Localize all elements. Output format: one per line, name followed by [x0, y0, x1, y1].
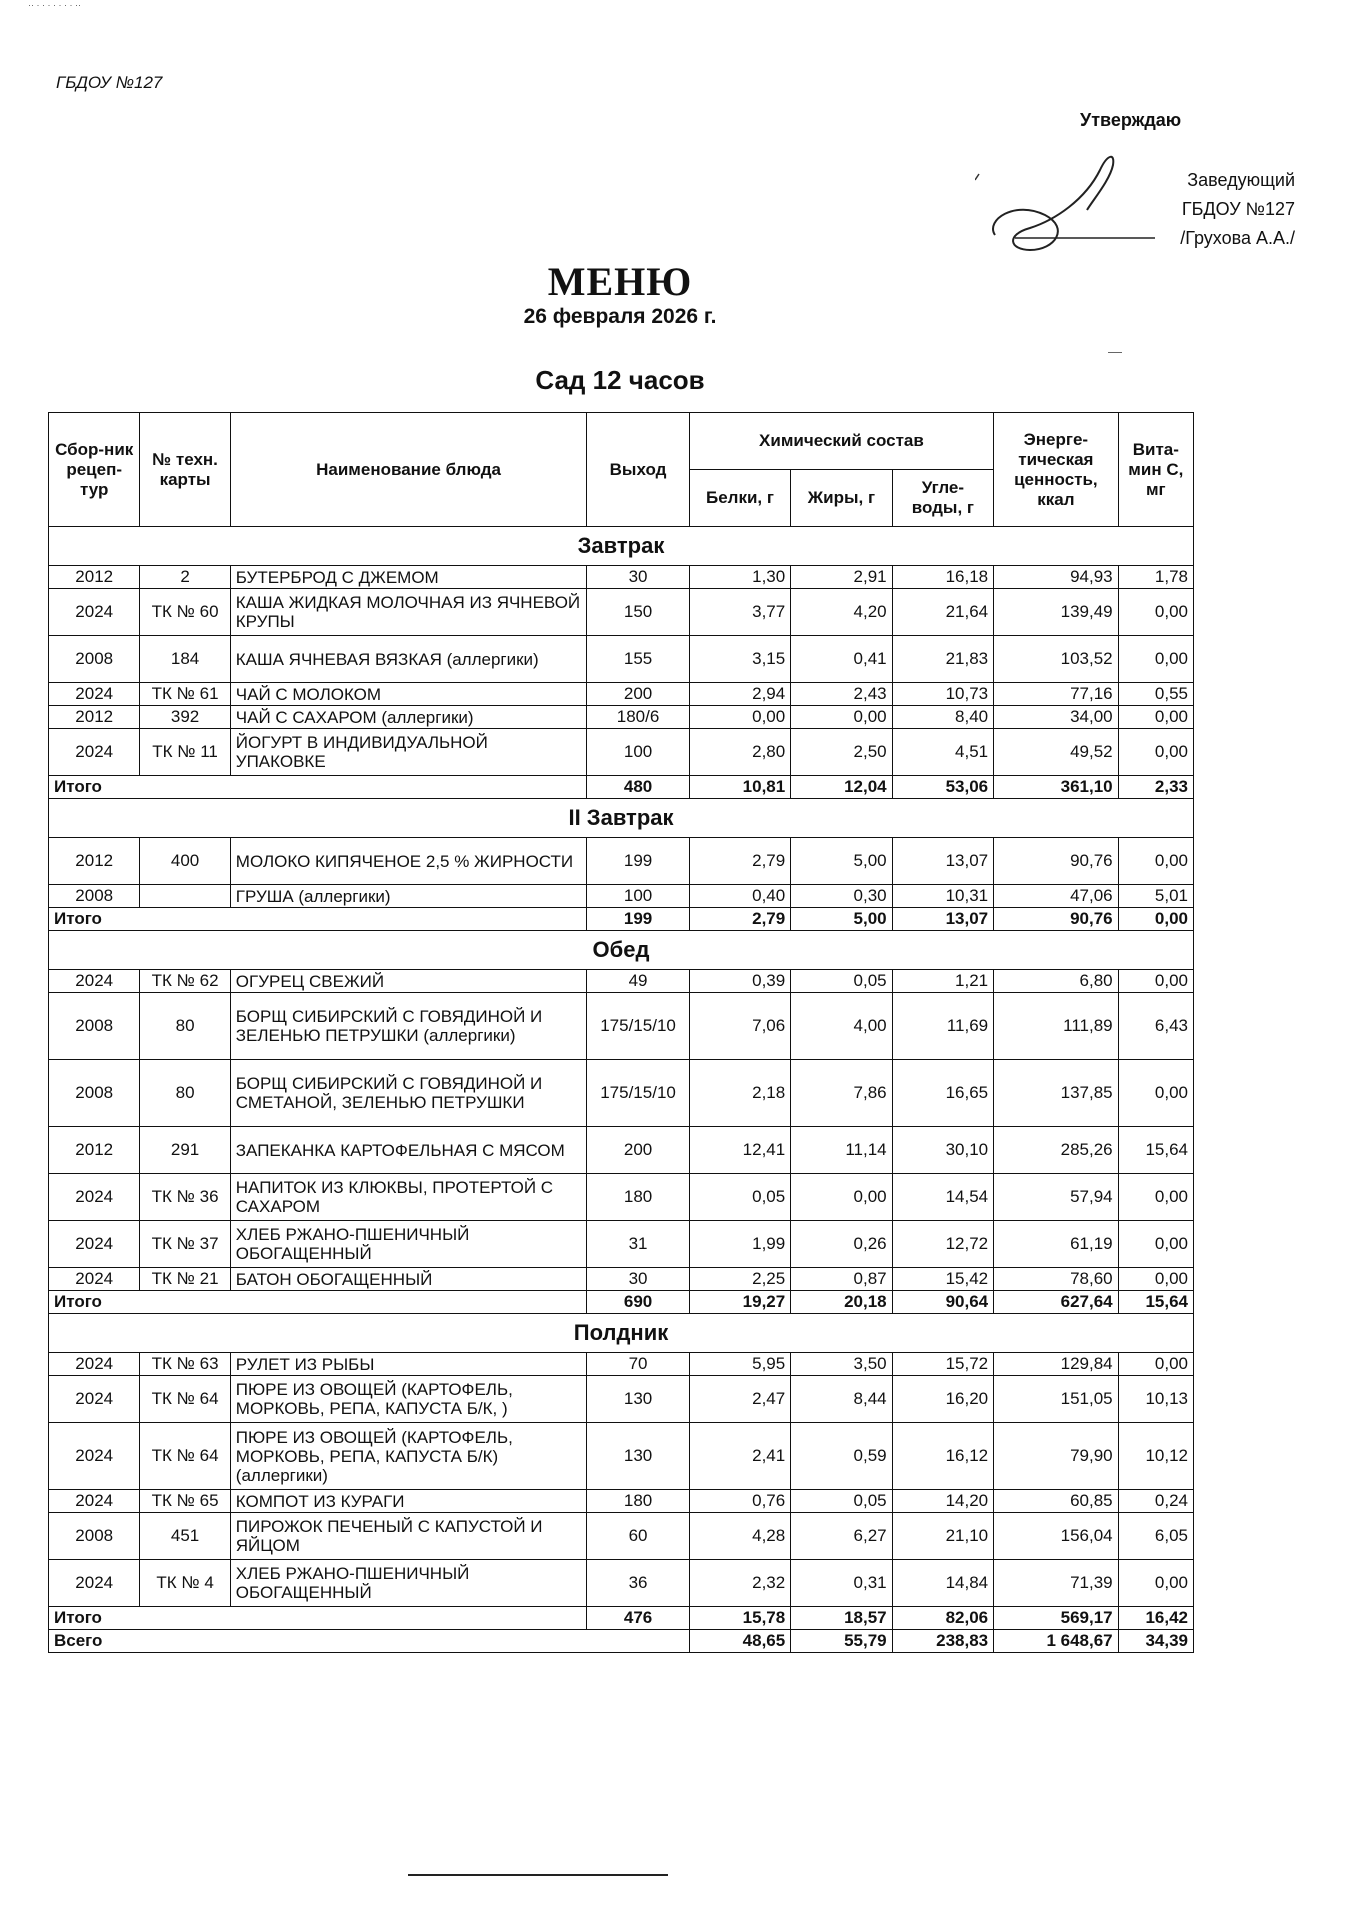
- fat-value: 6,27: [791, 1513, 892, 1560]
- total-label: Итого: [49, 1607, 587, 1630]
- portion-output: 175/15/10: [587, 993, 689, 1060]
- carbs-value: 8,40: [892, 706, 993, 729]
- portion-output: 199: [587, 838, 689, 885]
- fat-value: 2,50: [791, 729, 892, 776]
- carbs-value: 21,64: [892, 589, 993, 636]
- total-vitc: 15,64: [1118, 1291, 1193, 1314]
- portion-output: 155: [587, 636, 689, 683]
- tech-card: ТК № 37: [140, 1221, 230, 1268]
- total-label: Итого: [49, 776, 587, 799]
- tech-card: ТК № 21: [140, 1268, 230, 1291]
- vitc-value: 10,13: [1118, 1376, 1193, 1423]
- portion-output: 100: [587, 729, 689, 776]
- menu-body: [49, 527, 1194, 1653]
- section-title: Обед: [49, 931, 1194, 970]
- grand-total-protein: 48,65: [689, 1630, 790, 1653]
- carbs-value: 15,42: [892, 1268, 993, 1291]
- carbs-value: 13,07: [892, 838, 993, 885]
- dish-name: ЧАЙ С МОЛОКОМ: [230, 683, 587, 706]
- table-row: [49, 636, 1194, 683]
- grand-total-fat: 55,79: [791, 1630, 892, 1653]
- group-label: Сад 12 часов: [535, 365, 705, 395]
- protein-value: 2,32: [689, 1560, 790, 1607]
- carbs-value: 4,51: [892, 729, 993, 776]
- energy-value: 71,39: [994, 1560, 1119, 1607]
- organization-label: ГБДОУ №127: [56, 73, 163, 92]
- col-energy: Энерге-тическая ценность, ккал: [994, 413, 1119, 527]
- table-row: [49, 993, 1194, 1060]
- recipe-year: 2024: [49, 970, 140, 993]
- total-label: Итого: [49, 1291, 587, 1314]
- carbs-value: 14,54: [892, 1174, 993, 1221]
- dish-name: БОРЩ СИБИРСКИЙ С ГОВЯДИНОЙ И ЗЕЛЕНЬЮ ПЕТРУШКИ (аллергики): [230, 993, 587, 1060]
- protein-value: 2,41: [689, 1423, 790, 1490]
- portion-output: 60: [587, 1513, 689, 1560]
- fat-value: 4,00: [791, 993, 892, 1060]
- carbs-value: 12,72: [892, 1221, 993, 1268]
- portion-output: 200: [587, 683, 689, 706]
- dish-name: ЗАПЕКАНКА КАРТОФЕЛЬНАЯ С МЯСОМ: [230, 1127, 587, 1174]
- portion-output: 180/6: [587, 706, 689, 729]
- total-energy: 569,17: [994, 1607, 1119, 1630]
- protein-value: 0,00: [689, 706, 790, 729]
- section-title: Полдник: [49, 1314, 1194, 1353]
- fat-value: 0,59: [791, 1423, 892, 1490]
- energy-value: 129,84: [994, 1353, 1119, 1376]
- total-fat: 5,00: [791, 908, 892, 931]
- table-row: [49, 1490, 1194, 1513]
- fat-value: 0,87: [791, 1268, 892, 1291]
- tech-card: ТК № 4: [140, 1560, 230, 1607]
- section-title: Завтрак: [49, 527, 1194, 566]
- energy-value: 111,89: [994, 993, 1119, 1060]
- fat-value: 3,50: [791, 1353, 892, 1376]
- dish-name: НАПИТОК ИЗ КЛЮКВЫ, ПРОТЕРТОЙ С САХАРОМ: [230, 1174, 587, 1221]
- dish-name: ПИРОЖОК ПЕЧЕНЫЙ С КАПУСТОЙ И ЯЙЦОМ: [230, 1513, 587, 1560]
- portion-output: 36: [587, 1560, 689, 1607]
- portion-output: 180: [587, 1174, 689, 1221]
- vitc-value: 6,43: [1118, 993, 1193, 1060]
- tech-card: ТК № 62: [140, 970, 230, 993]
- dish-name: БОРЩ СИБИРСКИЙ С ГОВЯДИНОЙ И СМЕТАНОЙ, ЗЕЛЕНЬЮ ПЕТРУШКИ: [230, 1060, 587, 1127]
- total-row: [49, 908, 1194, 931]
- grand-total-vitc: 34,39: [1118, 1630, 1193, 1653]
- recipe-year: 2024: [49, 1490, 140, 1513]
- section-header: [49, 799, 1194, 838]
- fat-value: 4,20: [791, 589, 892, 636]
- scan-mark: [1108, 352, 1122, 353]
- recipe-year: 2024: [49, 1423, 140, 1490]
- page-title: МЕНЮ: [547, 259, 693, 304]
- recipe-year: 2024: [49, 1560, 140, 1607]
- carbs-value: 11,69: [892, 993, 993, 1060]
- recipe-year: 2008: [49, 1060, 140, 1127]
- dish-name: МОЛОКО КИПЯЧЕНОЕ 2,5 % ЖИРНОСТИ: [230, 838, 587, 885]
- fat-value: 0,05: [791, 970, 892, 993]
- signer-organization: ГБДОУ №127: [1181, 199, 1295, 219]
- tech-card: ТК № 61: [140, 683, 230, 706]
- tech-card: ТК № 65: [140, 1490, 230, 1513]
- protein-value: 3,15: [689, 636, 790, 683]
- table-row: [49, 885, 1194, 908]
- vitc-value: 6,05: [1118, 1513, 1193, 1560]
- total-row: [49, 1607, 1194, 1630]
- carbs-value: 14,20: [892, 1490, 993, 1513]
- fat-value: 0,30: [791, 885, 892, 908]
- total-carbs: 82,06: [892, 1607, 993, 1630]
- total-vitc: 0,00: [1118, 908, 1193, 931]
- carbs-value: 10,73: [892, 683, 993, 706]
- carbs-value: 1,21: [892, 970, 993, 993]
- portion-output: 200: [587, 1127, 689, 1174]
- vitc-value: 0,00: [1118, 1268, 1193, 1291]
- tech-card: 80: [140, 993, 230, 1060]
- fat-value: 0,26: [791, 1221, 892, 1268]
- tech-card: 451: [140, 1513, 230, 1560]
- tech-card: ТК № 64: [140, 1423, 230, 1490]
- energy-value: 49,52: [994, 729, 1119, 776]
- protein-value: 0,05: [689, 1174, 790, 1221]
- col-vitc: Вита-мин С, мг: [1118, 413, 1193, 527]
- fat-value: 8,44: [791, 1376, 892, 1423]
- vitc-value: 15,64: [1118, 1127, 1193, 1174]
- total-carbs: 90,64: [892, 1291, 993, 1314]
- dish-name: ЧАЙ С САХАРОМ (аллергики): [230, 706, 587, 729]
- protein-value: 2,79: [689, 838, 790, 885]
- tech-card: [140, 885, 230, 908]
- fat-value: 7,86: [791, 1060, 892, 1127]
- table-row: [49, 1174, 1194, 1221]
- recipe-year: 2008: [49, 885, 140, 908]
- total-energy: 627,64: [994, 1291, 1119, 1314]
- total-carbs: 13,07: [892, 908, 993, 931]
- portion-output: 130: [587, 1376, 689, 1423]
- vitc-value: 5,01: [1118, 885, 1193, 908]
- portion-output: 150: [587, 589, 689, 636]
- tech-card: 2: [140, 566, 230, 589]
- energy-value: 94,93: [994, 566, 1119, 589]
- protein-value: 1,99: [689, 1221, 790, 1268]
- vitc-value: 0,00: [1118, 636, 1193, 683]
- protein-value: 7,06: [689, 993, 790, 1060]
- carbs-value: 16,18: [892, 566, 993, 589]
- vitc-value: 0,00: [1118, 729, 1193, 776]
- fat-value: 0,41: [791, 636, 892, 683]
- protein-value: 2,47: [689, 1376, 790, 1423]
- energy-value: 6,80: [994, 970, 1119, 993]
- recipe-year: 2024: [49, 1376, 140, 1423]
- carbs-value: 10,31: [892, 885, 993, 908]
- section-header: [49, 931, 1194, 970]
- dish-name: ГРУША (аллергики): [230, 885, 587, 908]
- fat-value: 0,00: [791, 1174, 892, 1221]
- energy-value: 77,16: [994, 683, 1119, 706]
- scan-artifact: ·· · · · · · · · ··: [28, 0, 81, 10]
- carbs-value: 21,83: [892, 636, 993, 683]
- table-row: [49, 1513, 1194, 1560]
- col-chem: Химический состав: [689, 413, 993, 470]
- tech-card: 184: [140, 636, 230, 683]
- dish-name: ПЮРЕ ИЗ ОВОЩЕЙ (КАРТОФЕЛЬ, МОРКОВЬ, РЕПА, КАПУСТА Б/К, ): [230, 1376, 587, 1423]
- protein-value: 3,77: [689, 589, 790, 636]
- vitc-value: 0,55: [1118, 683, 1193, 706]
- dish-name: КОМПОТ ИЗ КУРАГИ: [230, 1490, 587, 1513]
- vitc-value: 0,00: [1118, 1174, 1193, 1221]
- portion-output: 70: [587, 1353, 689, 1376]
- dish-name: КАША ЖИДКАЯ МОЛОЧНАЯ ИЗ ЯЧНЕВОЙ КРУПЫ: [230, 589, 587, 636]
- portion-output: 30: [587, 1268, 689, 1291]
- signature-block: [975, 165, 1295, 255]
- vitc-value: 0,00: [1118, 1060, 1193, 1127]
- portion-output: 180: [587, 1490, 689, 1513]
- section-header: [49, 527, 1194, 566]
- protein-value: 2,25: [689, 1268, 790, 1291]
- col-protein: Белки, г: [689, 470, 790, 527]
- energy-value: 103,52: [994, 636, 1119, 683]
- tech-card: 392: [140, 706, 230, 729]
- recipe-year: 2024: [49, 729, 140, 776]
- dish-name: БАТОН ОБОГАЩЕННЫЙ: [230, 1268, 587, 1291]
- protein-value: 4,28: [689, 1513, 790, 1560]
- fat-value: 0,05: [791, 1490, 892, 1513]
- tech-card: 291: [140, 1127, 230, 1174]
- table-row: [49, 589, 1194, 636]
- protein-value: 2,94: [689, 683, 790, 706]
- protein-value: 0,39: [689, 970, 790, 993]
- vitc-value: 0,00: [1118, 589, 1193, 636]
- total-protein: 2,79: [689, 908, 790, 931]
- portion-output: 130: [587, 1423, 689, 1490]
- col-collection: Сбор-ник рецеп-тур: [49, 413, 140, 527]
- portion-output: 30: [587, 566, 689, 589]
- energy-value: 79,90: [994, 1423, 1119, 1490]
- tech-card: 80: [140, 1060, 230, 1127]
- carbs-value: 16,12: [892, 1423, 993, 1490]
- dish-name: ЙОГУРТ В ИНДИВИДУАЛЬНОЙ УПАКОВКЕ: [230, 729, 587, 776]
- recipe-year: 2024: [49, 1353, 140, 1376]
- carbs-value: 15,72: [892, 1353, 993, 1376]
- energy-value: 285,26: [994, 1127, 1119, 1174]
- col-card: № техн. карты: [140, 413, 230, 527]
- total-row: [49, 776, 1194, 799]
- energy-value: 57,94: [994, 1174, 1119, 1221]
- tech-card: 400: [140, 838, 230, 885]
- table-row: [49, 838, 1194, 885]
- vitc-value: 1,78: [1118, 566, 1193, 589]
- vitc-value: 0,00: [1118, 706, 1193, 729]
- tech-card: ТК № 64: [140, 1376, 230, 1423]
- fat-value: 0,00: [791, 706, 892, 729]
- vitc-value: 0,24: [1118, 1490, 1193, 1513]
- carbs-value: 16,20: [892, 1376, 993, 1423]
- table-row: [49, 683, 1194, 706]
- dish-name: ХЛЕБ РЖАНО-ПШЕНИЧНЫЙ ОБОГАЩЕННЫЙ: [230, 1221, 587, 1268]
- total-fat: 12,04: [791, 776, 892, 799]
- energy-value: 137,85: [994, 1060, 1119, 1127]
- total-protein: 15,78: [689, 1607, 790, 1630]
- total-row: [49, 1291, 1194, 1314]
- grand-total-energy: 1 648,67: [994, 1630, 1119, 1653]
- vitc-value: 0,00: [1118, 1560, 1193, 1607]
- vitc-value: 10,12: [1118, 1423, 1193, 1490]
- vitc-value: 0,00: [1118, 970, 1193, 993]
- table-row: [49, 1127, 1194, 1174]
- total-output: 690: [587, 1291, 689, 1314]
- recipe-year: 2012: [49, 566, 140, 589]
- portion-output: 175/15/10: [587, 1060, 689, 1127]
- recipe-year: 2024: [49, 1174, 140, 1221]
- bottom-rule: [408, 1874, 668, 1876]
- table-row: [49, 1268, 1194, 1291]
- fat-value: 2,91: [791, 566, 892, 589]
- protein-value: 5,95: [689, 1353, 790, 1376]
- protein-value: 2,80: [689, 729, 790, 776]
- col-fat: Жиры, г: [791, 470, 892, 527]
- dish-name: ХЛЕБ РЖАНО-ПШЕНИЧНЫЙ ОБОГАЩЕННЫЙ: [230, 1560, 587, 1607]
- table-row: [49, 706, 1194, 729]
- dish-name: ОГУРЕЦ СВЕЖИЙ: [230, 970, 587, 993]
- recipe-year: 2024: [49, 1268, 140, 1291]
- carbs-value: 14,84: [892, 1560, 993, 1607]
- total-protein: 10,81: [689, 776, 790, 799]
- recipe-year: 2024: [49, 589, 140, 636]
- dish-name: РУЛЕТ ИЗ РЫБЫ: [230, 1353, 587, 1376]
- table-row: [49, 1353, 1194, 1376]
- energy-value: 139,49: [994, 589, 1119, 636]
- total-energy: 361,10: [994, 776, 1119, 799]
- recipe-year: 2008: [49, 993, 140, 1060]
- energy-value: 60,85: [994, 1490, 1119, 1513]
- section-title: II Завтрак: [49, 799, 1194, 838]
- fat-value: 5,00: [791, 838, 892, 885]
- signer-name: /Грухова А.А./: [1180, 228, 1295, 248]
- signature-icon: [975, 140, 1155, 270]
- carbs-value: 16,65: [892, 1060, 993, 1127]
- signer-position: Заведующий: [1187, 170, 1295, 190]
- fat-value: 11,14: [791, 1127, 892, 1174]
- table-row: [49, 1560, 1194, 1607]
- protein-value: 0,40: [689, 885, 790, 908]
- fat-value: 0,31: [791, 1560, 892, 1607]
- col-output: Выход: [587, 413, 689, 527]
- protein-value: 1,30: [689, 566, 790, 589]
- total-fat: 20,18: [791, 1291, 892, 1314]
- menu-table: [48, 412, 1194, 1653]
- grand-total-row: [49, 1630, 1194, 1653]
- vitc-value: 0,00: [1118, 838, 1193, 885]
- energy-value: 61,19: [994, 1221, 1119, 1268]
- vitc-value: 0,00: [1118, 1353, 1193, 1376]
- energy-value: 156,04: [994, 1513, 1119, 1560]
- grand-total-label: Всего: [49, 1630, 690, 1653]
- recipe-year: 2008: [49, 1513, 140, 1560]
- vitc-value: 0,00: [1118, 1221, 1193, 1268]
- tech-card: ТК № 11: [140, 729, 230, 776]
- carbs-value: 30,10: [892, 1127, 993, 1174]
- total-label: Итого: [49, 908, 587, 931]
- recipe-year: 2012: [49, 706, 140, 729]
- table-row: [49, 1423, 1194, 1490]
- portion-output: 100: [587, 885, 689, 908]
- recipe-year: 2012: [49, 838, 140, 885]
- dish-name: ПЮРЕ ИЗ ОВОЩЕЙ (КАРТОФЕЛЬ, МОРКОВЬ, РЕПА, КАПУСТА Б/К) (аллергики): [230, 1423, 587, 1490]
- table-row: [49, 1376, 1194, 1423]
- recipe-year: 2024: [49, 1221, 140, 1268]
- protein-value: 12,41: [689, 1127, 790, 1174]
- energy-value: 90,76: [994, 838, 1119, 885]
- total-energy: 90,76: [994, 908, 1119, 931]
- table-row: [49, 1221, 1194, 1268]
- approval-heading: Утверждаю: [1080, 110, 1182, 130]
- total-vitc: 2,33: [1118, 776, 1193, 799]
- carbs-value: 21,10: [892, 1513, 993, 1560]
- total-output: 480: [587, 776, 689, 799]
- dish-name: БУТЕРБРОД С ДЖЕМОМ: [230, 566, 587, 589]
- energy-value: 78,60: [994, 1268, 1119, 1291]
- recipe-year: 2012: [49, 1127, 140, 1174]
- total-output: 476: [587, 1607, 689, 1630]
- total-protein: 19,27: [689, 1291, 790, 1314]
- col-carbs: Угле-воды, г: [892, 470, 993, 527]
- fat-value: 2,43: [791, 683, 892, 706]
- protein-value: 2,18: [689, 1060, 790, 1127]
- tech-card: ТК № 63: [140, 1353, 230, 1376]
- section-header: [49, 1314, 1194, 1353]
- energy-value: 151,05: [994, 1376, 1119, 1423]
- table-row: [49, 970, 1194, 993]
- portion-output: 31: [587, 1221, 689, 1268]
- energy-value: 34,00: [994, 706, 1119, 729]
- total-vitc: 16,42: [1118, 1607, 1193, 1630]
- portion-output: 49: [587, 970, 689, 993]
- table-row: [49, 566, 1194, 589]
- total-carbs: 53,06: [892, 776, 993, 799]
- tech-card: ТК № 36: [140, 1174, 230, 1221]
- protein-value: 0,76: [689, 1490, 790, 1513]
- tech-card: ТК № 60: [140, 589, 230, 636]
- table-row: [49, 729, 1194, 776]
- energy-value: 47,06: [994, 885, 1119, 908]
- recipe-year: 2008: [49, 636, 140, 683]
- dish-name: КАША ЯЧНЕВАЯ ВЯЗКАЯ (аллергики): [230, 636, 587, 683]
- total-output: 199: [587, 908, 689, 931]
- table-row: [49, 1060, 1194, 1127]
- grand-total-carbs: 238,83: [892, 1630, 993, 1653]
- recipe-year: 2024: [49, 683, 140, 706]
- menu-date: 26 февраля 2026 г.: [523, 305, 717, 328]
- col-name: Наименование блюда: [230, 413, 587, 527]
- total-fat: 18,57: [791, 1607, 892, 1630]
